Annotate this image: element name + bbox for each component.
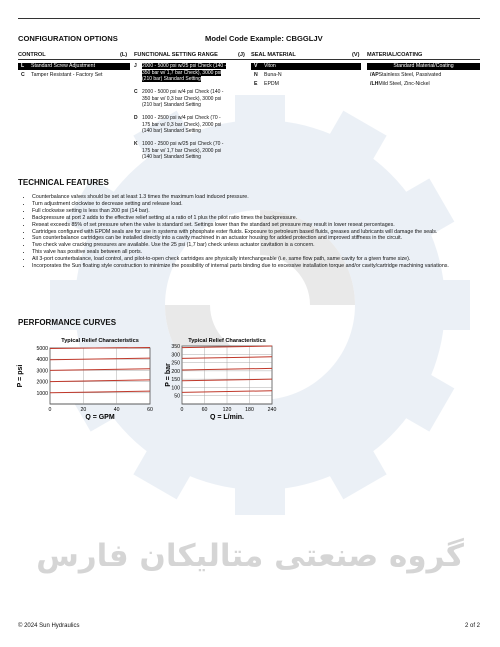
y-tick-label: 100 — [171, 385, 180, 392]
y-tick-label: 300 — [171, 352, 180, 359]
x-tick-label: 180 — [245, 407, 254, 413]
feature-item: • Backpressure at port 2 adds to the effective relief setting at a ratio of 1 plus the pilot ratio times the backpressure. — [32, 215, 492, 222]
fsr-code: (J) — [238, 52, 245, 58]
x-tick-label: 20 — [80, 407, 87, 413]
plot-area — [50, 348, 150, 404]
y-tick-label: 150 — [171, 377, 180, 384]
feature-item: • Incorporates the Sun floating style construction to minimize the possibility of internal parts binding due to excessive installation torque and/or cavity/cartridge machining variations. — [32, 263, 492, 270]
chart-title: Typical Relief Characteristics — [188, 338, 266, 344]
control-option-selected: L Standard Screw Adjustment — [18, 63, 130, 70]
technical-features-title: TECHNICAL FEATURES — [18, 178, 109, 187]
material-option: /LHMild Steel, Zinc-Nickel — [370, 81, 430, 87]
y-tick-label: 2000 — [36, 379, 48, 386]
fsr-option: K 1000 - 2500 psi w/25 psi Check (70 - 175 bar w/ 1,7 bar Check), 2000 psi (140 bar) Standard Setting — [134, 141, 224, 160]
material-option: /APStainless Steel, Passivated — [370, 72, 442, 78]
x-tick-label: 40 — [113, 407, 120, 413]
seal-option: E EPDM — [254, 81, 279, 87]
header-rule — [18, 59, 480, 60]
y-tick-label: 5000 — [36, 346, 48, 352]
footer-page-number: 2 of 2 — [465, 623, 481, 629]
x-axis-label: Q = L/min. — [209, 414, 245, 420]
seal-header: SEAL MATERIAL — [251, 52, 296, 58]
feature-item: • Turn adjustment clockwise to decrease setting and release load. — [32, 201, 492, 208]
fsr-option: C 2000 - 5000 psi w/4 psi Check (140 - 350 bar w/ 0,3 bar Check), 3000 psi (210 bar) Standard Setting — [134, 89, 224, 108]
y-tick-label: 50 — [174, 393, 180, 400]
watermark-text: گروه صنعتی متالیکان فارس — [36, 538, 464, 574]
feature-item: • This valve has positive seals between all ports. — [32, 249, 492, 256]
feature-item: • Two check valve cracking pressures are available. Use the 25 psi (1,7 bar) check unless actuator cavitation is a concern. — [32, 242, 492, 249]
x-tick-label: 0 — [48, 407, 52, 413]
feature-item: • Counterbalance valves should be set at least 1.3 times the maximum load induced pressure. — [32, 194, 492, 201]
chart-psi-gpm — [14, 334, 164, 420]
seal-option-selected: V Viton — [251, 63, 361, 70]
y-tick-label: 350 — [171, 344, 180, 350]
x-tick-label: 60 — [147, 407, 153, 413]
model-code-example: Model Code Example: CBGGLJV — [205, 34, 323, 43]
y-axis-label: P = bar — [165, 363, 172, 387]
chart-bar-lpm — [164, 334, 284, 420]
fsr-option-selected: J 2000 - 5000 psi w/25 psi Check (140 - 350 bar w/ 1,7 bar Check), 3000 psi (210 bar) Standard Setting — [134, 63, 227, 82]
feature-item: • Full clockwise setting is less than 200 psi (14 bar). — [32, 208, 492, 215]
material-option-selected: Standard Material/Coating — [367, 63, 480, 70]
seal-code: (V) — [352, 52, 360, 58]
fsr-option: D 1000 - 2500 psi w/4 psi Check (70 - 175 bar w/ 0,3 bar Check), 2000 psi (140 bar) Standard Setting — [134, 115, 222, 134]
y-tick-label: 3000 — [36, 368, 48, 375]
y-tick-label: 1000 — [36, 390, 48, 397]
x-tick-label: 240 — [267, 407, 277, 413]
feature-item: • Sun counterbalance cartridges can be installed directly into a cavity machined in an actuator housing for added protection and improved stiffness in the circuit. — [32, 235, 492, 242]
control-option: C Tamper Resistant - Factory Set — [21, 72, 103, 78]
x-tick-label: 0 — [180, 407, 184, 413]
fsr-header: FUNCTIONAL SETTING RANGE — [134, 52, 218, 58]
x-tick-label: 120 — [222, 407, 232, 413]
y-tick-label: 4000 — [36, 357, 48, 364]
footer-copyright: © 2024 Sun Hydraulics — [18, 623, 80, 629]
y-tick-label: 200 — [171, 368, 180, 375]
y-tick-label: 250 — [171, 360, 180, 367]
performance-curves-title: PERFORMANCE CURVES — [18, 318, 117, 327]
top-rule — [18, 18, 480, 19]
feature-item: • Reseat exceeds 85% of set pressure when the valve is standard set. Settings lower than the standard set pressure may result in lower reseat percentages. — [32, 222, 492, 229]
feature-item: • All 3-port counterbalance, load control, and pilot-to-open check cartridges are physically interchangeable (i.e. same flow path, same cavity for a given frame size). — [32, 256, 492, 263]
chart-title: Typical Relief Characteristics — [61, 338, 139, 344]
seal-option: N Buna-N — [254, 72, 282, 78]
technical-features-list — [22, 194, 492, 270]
x-tick-label: 60 — [201, 407, 208, 413]
control-code: (L) — [120, 52, 128, 58]
feature-item: • Cartridges configured with EPDM seals are for use in systems with phosphate ester fluids. Exposure to petroleum based fluids, greases and lubricants will damage the seals. — [32, 229, 492, 236]
y-axis-label: P = psi — [17, 364, 24, 388]
config-options-title: CONFIGURATION OPTIONS — [18, 34, 118, 43]
control-header: CONTROL — [18, 52, 46, 58]
material-header: MATERIAL/COATING — [367, 52, 423, 58]
x-axis-label: Q = GPM — [85, 414, 115, 420]
